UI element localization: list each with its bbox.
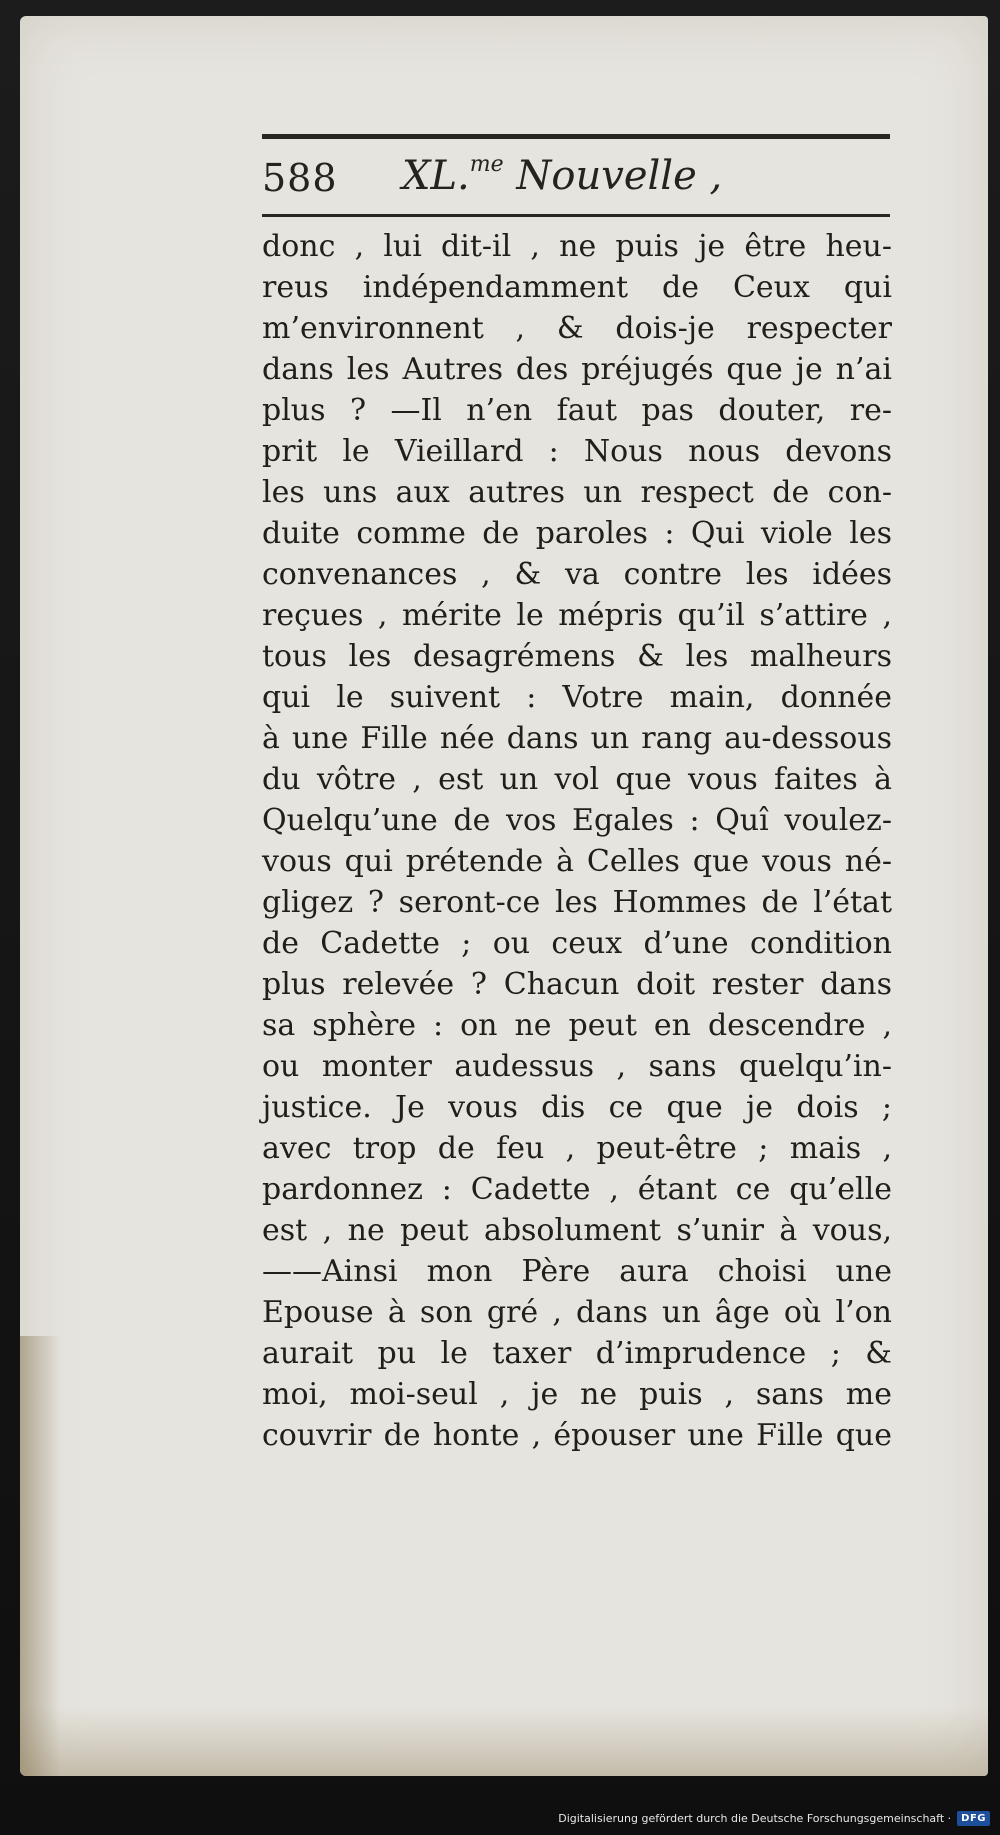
- text-line: justice. Je vous dis ce que je dois ;: [262, 1090, 892, 1125]
- text-line: qui le suivent : Votre main, donnée: [262, 680, 892, 715]
- text-line: ou monter audessus , sans quelqu’in-: [262, 1049, 892, 1084]
- text-line: du vôtre , est un vol que vous faites à: [262, 762, 892, 797]
- head-rule: [262, 214, 890, 217]
- text-line: prit le Vieillard : Nous nous devons: [262, 434, 892, 469]
- digitization-footer: [558, 1807, 990, 1829]
- text-line: plus relevée ? Chacun doit rester dans: [262, 967, 892, 1002]
- text-line: Epouse à son gré , dans un âge où l’on: [262, 1295, 892, 1330]
- text-line: moi, moi-seul , je ne puis , sans me: [262, 1377, 892, 1412]
- text-line: duite comme de paroles : Qui viole les: [262, 516, 892, 551]
- running-head-title: [402, 152, 722, 199]
- text-line: de Cadette ; ou ceux d’une condition: [262, 926, 892, 961]
- text-line: les uns aux autres un respect de con-: [262, 475, 892, 510]
- page-number: 588: [262, 156, 338, 200]
- running-head: [262, 150, 890, 210]
- text-line: vous qui prétende à Celles que vous né-: [262, 844, 892, 879]
- text-line: gligez ? seront-ce les Hommes de l’état: [262, 885, 892, 920]
- text-line: aurait pu le taxer d’imprudence ; &: [262, 1336, 892, 1371]
- running-head-title-rest: Nouvelle ,: [503, 153, 723, 199]
- text-line: est , ne peut absolument s’unir à vous,: [262, 1213, 892, 1248]
- text-line: ——Ainsi mon Père aura choisi une: [262, 1254, 892, 1289]
- text-line: sa sphère : on ne peut en descendre ,: [262, 1008, 892, 1043]
- text-line: m’environnent , & dois-je respecter: [262, 311, 892, 346]
- text-line: Quelqu’une de vos Egales : Quî voulez-: [262, 803, 892, 838]
- text-line: reçues , mérite le mépris qu’il s’attire ,: [262, 598, 892, 633]
- text-line: pardonnez : Cadette , étant ce qu’elle: [262, 1172, 892, 1207]
- top-rule: [262, 134, 890, 139]
- body-text: [262, 226, 892, 1456]
- text-line: à une Fille née dans un rang au-dessous: [262, 721, 892, 756]
- text-line: plus ? —Il n’en faut pas douter, re-: [262, 393, 892, 428]
- funding-credit: Digitalisierung gefördert durch die Deutsche Forschungsgemeinschaft ·: [558, 1811, 952, 1825]
- text-line: dans les Autres des préjugés que je n’ai: [262, 352, 892, 387]
- dfg-logo: DFG: [957, 1811, 990, 1826]
- running-head-title-superscript: me: [469, 152, 504, 177]
- text-line: avec trop de feu , peut-être ; mais ,: [262, 1131, 892, 1166]
- text-line: couvrir de honte , épouser une Fille que: [262, 1418, 892, 1453]
- text-line: convenances , & va contre les idées: [262, 557, 892, 592]
- page-bottom-stain: [20, 1706, 988, 1776]
- running-head-title-prefix: XL.: [402, 153, 470, 199]
- text-line: donc , lui dit-il , ne puis je être heu-: [262, 229, 892, 264]
- text-line: tous les desagrémens & les malheurs: [262, 639, 892, 674]
- text-line: reus indépendamment de Ceux qui: [262, 270, 892, 305]
